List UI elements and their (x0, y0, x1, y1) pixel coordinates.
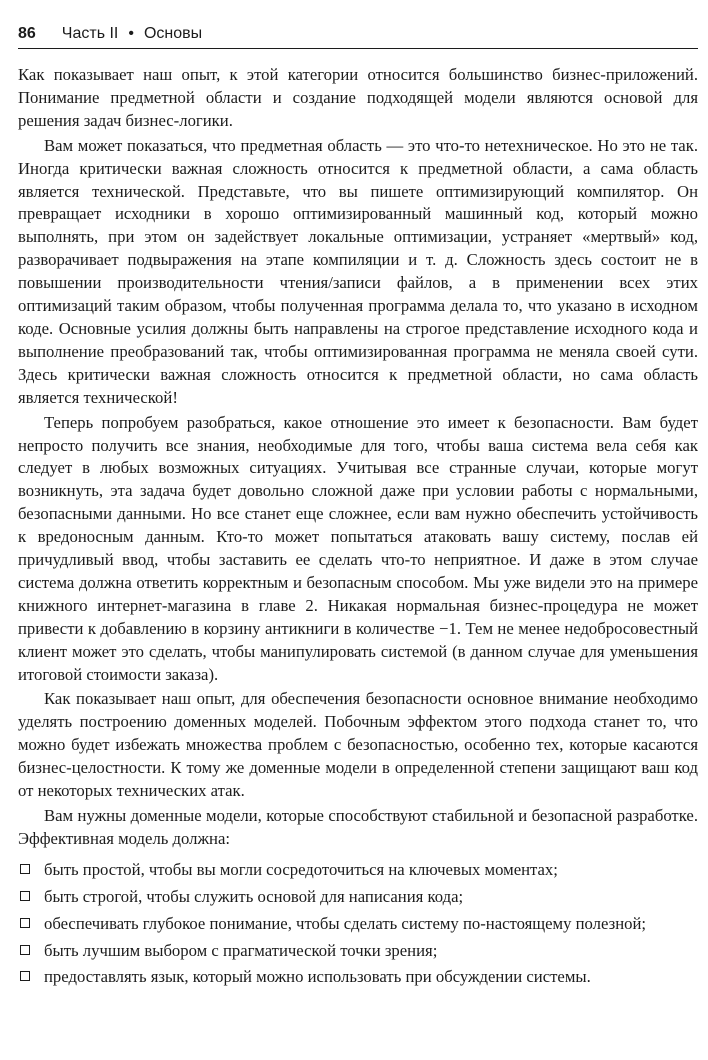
list-item-text: обеспечивать глубокое понимание, чтобы сделать систему по-настоящему полезной; (44, 913, 647, 933)
section-title: Основы (143, 25, 203, 42)
requirements-list (18, 859, 698, 990)
header-separator: • (128, 25, 134, 42)
page-number: 86 (18, 25, 36, 42)
checkbox-bullet-icon (20, 864, 30, 874)
list-item (18, 913, 698, 936)
paragraph: Как показывает наш опыт, для обеспечения безопасности основное внимание необходимо уделять построению доменных моделей. Побочным эффектом этого подхода станет то, что можно будет избежать множества проблем с безопасностью, особенно тех, которые касаются бизнес-целостности. К тому же доменные модели в определенной степени защищают ваш код от некоторых технических атак. (18, 689, 698, 801)
list-item (18, 859, 698, 882)
book-page (18, 0, 698, 1060)
list-item (18, 886, 698, 909)
list-item-text: быть лучшим выбором с прагматической точки зрения; (44, 940, 438, 960)
running-header (18, 22, 698, 46)
paragraph: Вам нужны доменные модели, которые способствуют стабильной и безопасной разработке. Эффективная модель должна: (18, 806, 698, 848)
checkbox-bullet-icon (20, 891, 30, 901)
list-item (18, 940, 698, 963)
checkbox-bullet-icon (20, 918, 30, 928)
paragraph: Вам может показаться, что предметная область — это что-то нетехническое. Но это не так. Иногда критически важная сложность относится к предметной области, а сама область является технической. Представьте, что вы пишете оптимизирующий компилятор. Он превращает исходники в хорошо оптимизированный машинный код, который можно выполнять, при этом он задействует локальные оптимизации, устраняет «мертвый» код, разворачивает подвыражения на этапе компиляции и т. д. Сложность здесь состоит не в повышении производительности чтения/записи файлов, а в применении всех этих оптимизаций таким образом, чтобы полученная программа делала то, что указано в исходном коде. Основные усилия должны быть направлены на строгое представление исходного кода и выполнение преобразований так, чтобы оптимизированная программа не меняла своей сути. Здесь критически важная сложность относится к предметной области, но сама область является технической! (18, 135, 698, 407)
checkbox-bullet-icon (20, 945, 30, 955)
part-label: Часть II (61, 25, 119, 42)
paragraph: Теперь попробуем разобраться, какое отношение это имеет к безопасности. Вам будет непросто получить все знания, необходимые для того, чтобы ваша система вела себя как следует в любых возможных ситуациях. Учитывая все странные случаи, которые могут возникнуть, эта задача будет довольно сложной даже при условии работы с нормальными, безопасными данными. Но все станет еще сложнее, если вам нужно обеспечить устойчивость к вредоносным данным. Кто-то может попытаться атаковать вашу систему, послав ей причудливый ввод, чтобы заставить ее сделать что-то неприятное. И даже в этом случае система должна ответить корректным и безопасным способом. Мы уже видели это на примере книжного интернет-магазина в главе 2. Никакая нормальная бизнес-процедура не может привести к добавлению в корзину антикниги в количестве −1. Тем не менее недобросовестный клиент может это сделать, чтобы манипулировать системой (в данном случае для уменьшения итоговой стоимости заказа). (18, 412, 698, 684)
list-item-text: быть строгой, чтобы служить основой для написания кода; (44, 886, 464, 906)
list-item-text: предоставлять язык, который можно использовать при обсуждении системы. (44, 967, 591, 987)
list-item (18, 966, 698, 989)
paragraph: Как показывает наш опыт, к этой категории относится большинство бизнес-приложений. Понимание предметной области и создание подходящей модели являются основой для решения задач бизнес-логики. (18, 65, 698, 130)
checkbox-bullet-icon (20, 971, 30, 981)
body-text (18, 64, 698, 993)
list-item-text: быть простой, чтобы вы могли сосредоточиться на ключевых моментах; (44, 859, 558, 879)
header-rule (18, 48, 698, 49)
